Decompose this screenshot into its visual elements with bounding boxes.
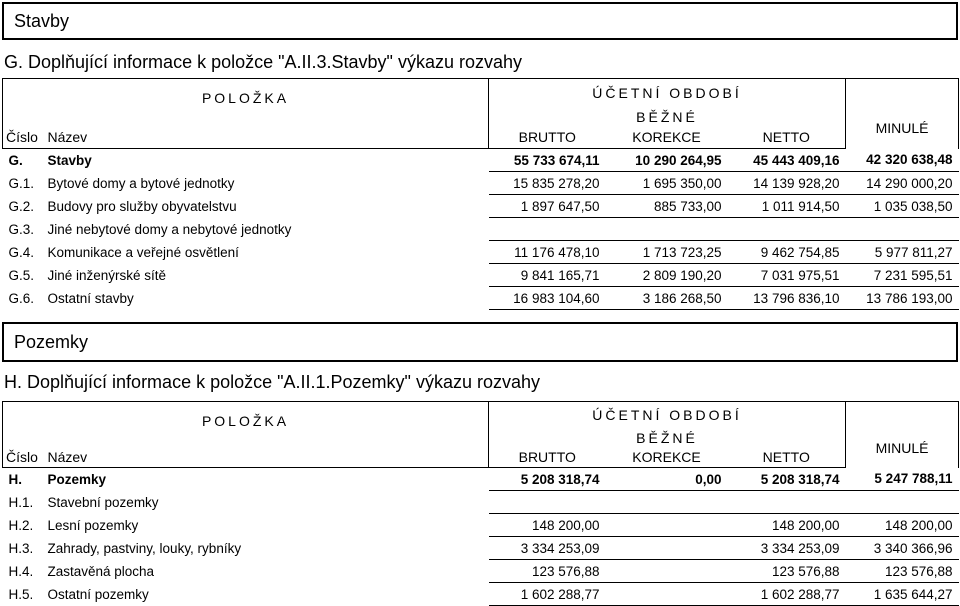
section-heading: H. Doplňující informace k položce "A.II.1.Pozemky" výkazu rozvahy: [4, 372, 540, 392]
cell-cislo: H.3.: [8, 540, 34, 556]
cell-minule: 5 977 811,27: [846, 241, 959, 264]
cell-korekce: 1 713 723,25: [606, 241, 728, 264]
table-row: [3, 241, 959, 264]
cell-nazev: Ostatní stavby: [47, 290, 134, 306]
cell-minule: 148 200,00: [846, 514, 959, 537]
pozemky-table: [2, 401, 959, 606]
minule-header: MINULÉ: [846, 107, 959, 149]
bezne-header: BĚŽNÉ: [489, 107, 846, 127]
cell-cislo: G.5.: [8, 267, 35, 283]
cell-korekce: 885 733,00: [606, 195, 728, 218]
cell-netto: 5 208 318,74: [728, 468, 846, 491]
cell-minule: 1 635 644,27: [846, 583, 959, 606]
cell-korekce: [606, 560, 728, 583]
cell-nazev: Jiné inženýrské sítě: [47, 267, 167, 283]
polozka-header: POLOŽKA: [3, 402, 489, 448]
cell-netto: 123 576,88: [728, 560, 846, 583]
nazev-header: Název: [45, 127, 489, 149]
cell-nazev: Stavby: [47, 152, 92, 168]
cell-minule: 42 320 638,48: [846, 149, 959, 172]
cell-cislo: G.3.: [8, 221, 35, 237]
table-row: [3, 195, 959, 218]
netto-header: NETTO: [728, 127, 846, 149]
section-title-box: [2, 322, 958, 362]
brutto-header: BRUTTO: [489, 448, 606, 468]
cell-brutto: 123 576,88: [489, 560, 606, 583]
cell-brutto: [489, 491, 606, 514]
cell-netto: 7 031 975,51: [728, 264, 846, 287]
cell-brutto: 9 841 165,71: [489, 264, 606, 287]
section-title: Pozemky: [14, 331, 89, 352]
cell-minule: 14 290 000,20: [846, 172, 959, 195]
section-heading: G. Doplňující informace k položce "A.II.3.Stavby" výkazu rozvahy: [4, 52, 523, 72]
cell-brutto: 1 897 647,50: [489, 195, 606, 218]
cell-korekce: [606, 218, 728, 241]
cell-netto: 13 796 836,10: [728, 287, 846, 310]
bezne-header: BĚŽNÉ: [489, 428, 846, 448]
cell-brutto: 5 208 318,74: [489, 468, 606, 491]
cell-nazev: Budovy pro služby obyvatelstvu: [47, 198, 237, 214]
cell-korekce: 2 809 190,20: [606, 264, 728, 287]
cell-minule: [846, 491, 959, 514]
minule-header: MINULÉ: [846, 428, 959, 468]
cell-cislo: G.4.: [8, 244, 35, 260]
korekce-header: KOREKCE: [606, 127, 728, 149]
cell-netto: [728, 491, 846, 514]
cell-brutto: 16 983 104,60: [489, 287, 606, 310]
cislo-header: Číslo: [3, 448, 45, 468]
cell-nazev: Bytové domy a bytové jednotky: [47, 175, 235, 191]
section-title: Stavby: [14, 10, 70, 31]
cell-brutto: 3 334 253,09: [489, 537, 606, 560]
cell-korekce: 3 186 268,50: [606, 287, 728, 310]
cislo-header: Číslo: [3, 127, 45, 149]
cell-netto: 148 200,00: [728, 514, 846, 537]
cell-netto: 3 334 253,09: [728, 537, 846, 560]
cell-brutto: 55 733 674,11: [489, 149, 606, 172]
cell-netto: [728, 218, 846, 241]
cell-cislo: G.2.: [8, 198, 35, 214]
cell-brutto: [489, 218, 606, 241]
cell-cislo: H.4.: [8, 563, 34, 579]
table-row: [3, 560, 959, 583]
table-row: [3, 583, 959, 606]
cell-nazev: Zastavěná plocha: [47, 563, 155, 579]
ucetni-obdobi-header: ÚČETNÍ OBDOBÍ: [489, 79, 846, 107]
table-row: [3, 218, 959, 241]
cell-korekce: [606, 491, 728, 514]
cell-minule: [846, 218, 959, 241]
brutto-header: BRUTTO: [489, 127, 606, 149]
cell-korekce: [606, 537, 728, 560]
cell-netto: 1 602 288,77: [728, 583, 846, 606]
ucetni-obdobi-header: ÚČETNÍ OBDOBÍ: [489, 402, 846, 428]
nazev-header: Název: [45, 448, 489, 468]
cell-cislo: G.6.: [8, 290, 35, 306]
table-row: [3, 149, 959, 172]
table-row: [3, 172, 959, 195]
cell-minule: 123 576,88: [846, 560, 959, 583]
table-row: [3, 537, 959, 560]
cell-korekce: 0,00: [606, 468, 728, 491]
cell-nazev: Lesní pozemky: [47, 517, 139, 533]
cell-netto: 1 011 914,50: [728, 195, 846, 218]
cell-netto: 14 139 928,20: [728, 172, 846, 195]
cell-minule: 7 231 595,51: [846, 264, 959, 287]
cell-nazev: Jiné nebytové domy a nebytové jednotky: [47, 221, 292, 237]
polozka-header: POLOŽKA: [3, 79, 489, 127]
cell-korekce: 1 695 350,00: [606, 172, 728, 195]
table-row: [3, 264, 959, 287]
cell-minule: 3 340 366,96: [846, 537, 959, 560]
cell-cislo: H.5.: [8, 586, 34, 602]
cell-nazev: Pozemky: [47, 471, 107, 487]
cell-korekce: [606, 514, 728, 537]
cell-cislo: H.2.: [8, 517, 34, 533]
cell-korekce: 10 290 264,95: [606, 149, 728, 172]
table-row: [3, 468, 959, 491]
netto-header: NETTO: [728, 448, 846, 468]
cell-minule: 13 786 193,00: [846, 287, 959, 310]
cell-nazev: Zahrady, pastviny, louky, rybníky: [47, 540, 242, 556]
table-row: [3, 491, 959, 514]
cell-nazev: Komunikace a veřejné osvětlení: [47, 244, 239, 260]
cell-netto: 45 443 409,16: [728, 149, 846, 172]
cell-minule: 1 035 038,50: [846, 195, 959, 218]
cell-brutto: 1 602 288,77: [489, 583, 606, 606]
cell-cislo: G.1.: [8, 175, 35, 191]
table-row: [3, 514, 959, 537]
korekce-header: KOREKCE: [606, 448, 728, 468]
cell-nazev: Stavební pozemky: [47, 494, 159, 510]
cell-netto: 9 462 754,85: [728, 241, 846, 264]
cell-nazev: Ostatní pozemky: [47, 586, 149, 602]
cell-minule: 5 247 788,11: [846, 468, 959, 491]
cell-brutto: 15 835 278,20: [489, 172, 606, 195]
cell-korekce: [606, 583, 728, 606]
cell-cislo: G.: [8, 152, 23, 168]
cell-cislo: H.: [8, 471, 22, 487]
stavby-table: [2, 78, 959, 310]
cell-cislo: H.1.: [8, 494, 34, 510]
cell-brutto: 11 176 478,10: [489, 241, 606, 264]
section-title-box: [2, 2, 958, 40]
cell-brutto: 148 200,00: [489, 514, 606, 537]
table-row: [3, 287, 959, 310]
